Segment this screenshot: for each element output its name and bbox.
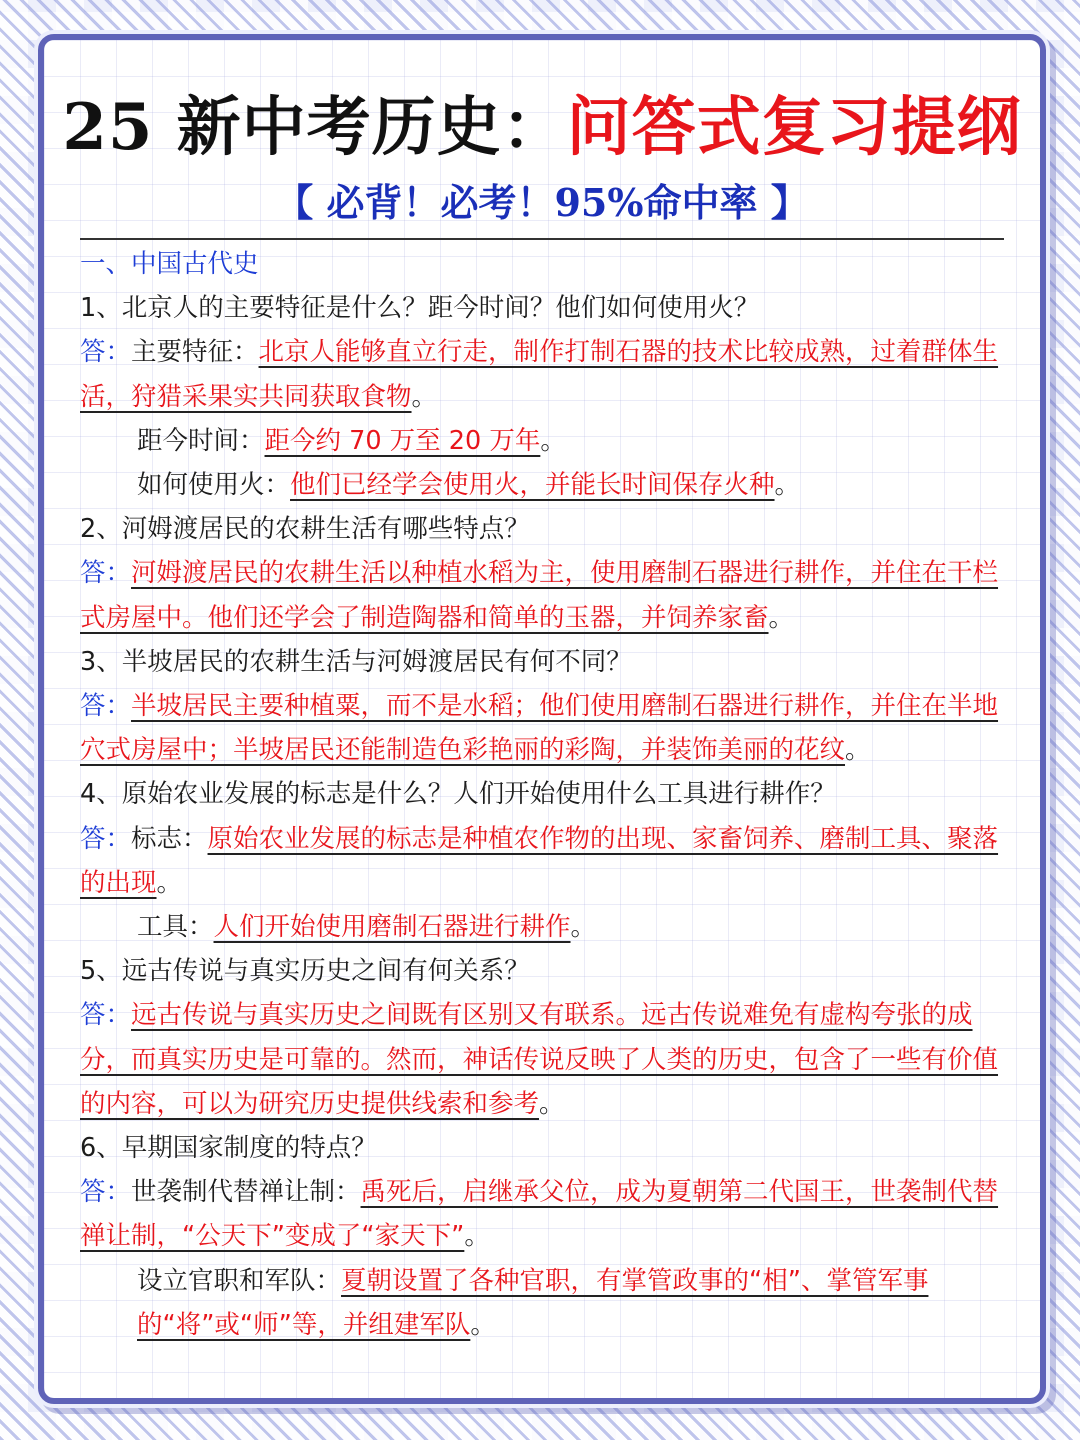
- question-1: 1、北京人的主要特征是什么？距今时间？他们如何使用火？: [80, 293, 760, 324]
- answer-6-succession: [80, 1170, 1010, 1258]
- answer-text: 半坡居民主要种植粟，而不是水稻；他们使用磨制石器进行耕作，并住在半地穴式房屋中；半坡居民还能制造色彩艳丽的彩陶，并装饰美丽的花纹: [80, 691, 999, 766]
- answer-text: 远古传说与真实历史之间既有区别又有联系。远古传说难免有虚构夸张的成分，而真实历史是可靠的。然而，神话传说反映了人类的历史，包含了一些有价值的内容，可以为研究历史提供线索和参考: [80, 1000, 999, 1119]
- answer-prefix: 答：: [80, 691, 132, 722]
- answer-6-officials: [80, 1259, 1010, 1347]
- answer-period: 。: [540, 425, 566, 456]
- page-title: [44, 88, 1040, 168]
- section-heading: 一、中国古代史: [80, 249, 259, 279]
- outline-card: [38, 34, 1046, 1404]
- answer-text: 距今约 70 万至 20 万年: [264, 425, 541, 456]
- answer-5: [80, 993, 1010, 1126]
- answer-prefix: 答：: [80, 823, 132, 854]
- answer-label: 距今时间：: [137, 425, 265, 456]
- title-prefix: 25 新中考历史：: [62, 90, 567, 165]
- answer-label: 工具：: [137, 912, 214, 943]
- answer-period: 。: [768, 602, 795, 633]
- answer-label: 主要特征：: [131, 337, 259, 368]
- answer-period: 。: [470, 1309, 496, 1340]
- answer-text: 河姆渡居民的农耕生活以种植水稻为主，使用磨制石器进行耕作，并住在干栏式房屋中。他们还学会了制造陶器和简单的玉器，并饲养家畜: [80, 558, 999, 633]
- answer-4-mark: [80, 817, 1010, 905]
- answer-text: 夏朝设置了各种官职，有掌管政事的“相”、掌管军事的“将”或“师”等，并组建军队: [137, 1265, 929, 1340]
- outline-content: [80, 242, 1010, 1347]
- answer-period: 。: [774, 470, 801, 501]
- answer-text: 人们开始使用磨制石器进行耕作: [213, 912, 571, 943]
- answer-text: 原始农业发展的标志是种植农作物的出现、家畜饲养、磨制工具、聚落的出现: [80, 823, 999, 898]
- answer-period: 。: [570, 912, 597, 943]
- answer-period: 。: [156, 867, 183, 898]
- answer-period: 。: [464, 1221, 490, 1252]
- answer-prefix: 答：: [80, 1177, 132, 1208]
- answer-period: 。: [845, 735, 871, 766]
- answer-prefix: 答：: [80, 337, 132, 368]
- question-5: 5、远古传说与真实历史之间有何关系？: [80, 956, 530, 987]
- answer-label: 世袭制代替禅让制：: [131, 1177, 361, 1208]
- question-2: 2、河姆渡居民的农耕生活有哪些特点？: [80, 514, 530, 545]
- answer-text: 禹死后，启继承父位，成为夏朝第二代国王，世袭制代替禅让制，“公天下”变成了“家天下”: [80, 1177, 999, 1252]
- answer-label: 如何使用火：: [137, 470, 291, 501]
- answer-text: 他们已经学会使用火，并能长时间保存火种: [290, 470, 775, 501]
- answer-4-tool: [80, 905, 1010, 949]
- answer-1-fire: [80, 463, 1010, 507]
- answer-prefix: 答：: [80, 1000, 132, 1031]
- question-4: 4、原始农业发展的标志是什么？人们开始使用什么工具进行耕作？: [80, 779, 836, 810]
- title-divider: [80, 238, 1004, 240]
- answer-2: [80, 551, 1010, 639]
- answer-1-features: [80, 330, 1010, 418]
- answer-prefix: 答：: [80, 558, 132, 589]
- question-3: 3、半坡居民的农耕生活与河姆渡居民有何不同？: [80, 646, 632, 677]
- answer-1-time: [80, 419, 1010, 463]
- answer-3: [80, 684, 1010, 772]
- question-6: 6、早期国家制度的特点？: [80, 1133, 377, 1164]
- answer-period: 。: [539, 1088, 565, 1119]
- page-subtitle: 【 必背！必考！95%命中率 】: [275, 180, 809, 225]
- title-highlight: 问答式复习提纲: [566, 90, 1022, 165]
- answer-period: 。: [411, 381, 438, 412]
- answer-label: 设立官职和军队：: [137, 1265, 342, 1296]
- answer-label: 标志：: [131, 823, 208, 854]
- answer-text: 北京人能够直立行走，制作打制石器的技术比较成熟，过着群体生活，狩猎采果实共同获取食物: [80, 337, 999, 412]
